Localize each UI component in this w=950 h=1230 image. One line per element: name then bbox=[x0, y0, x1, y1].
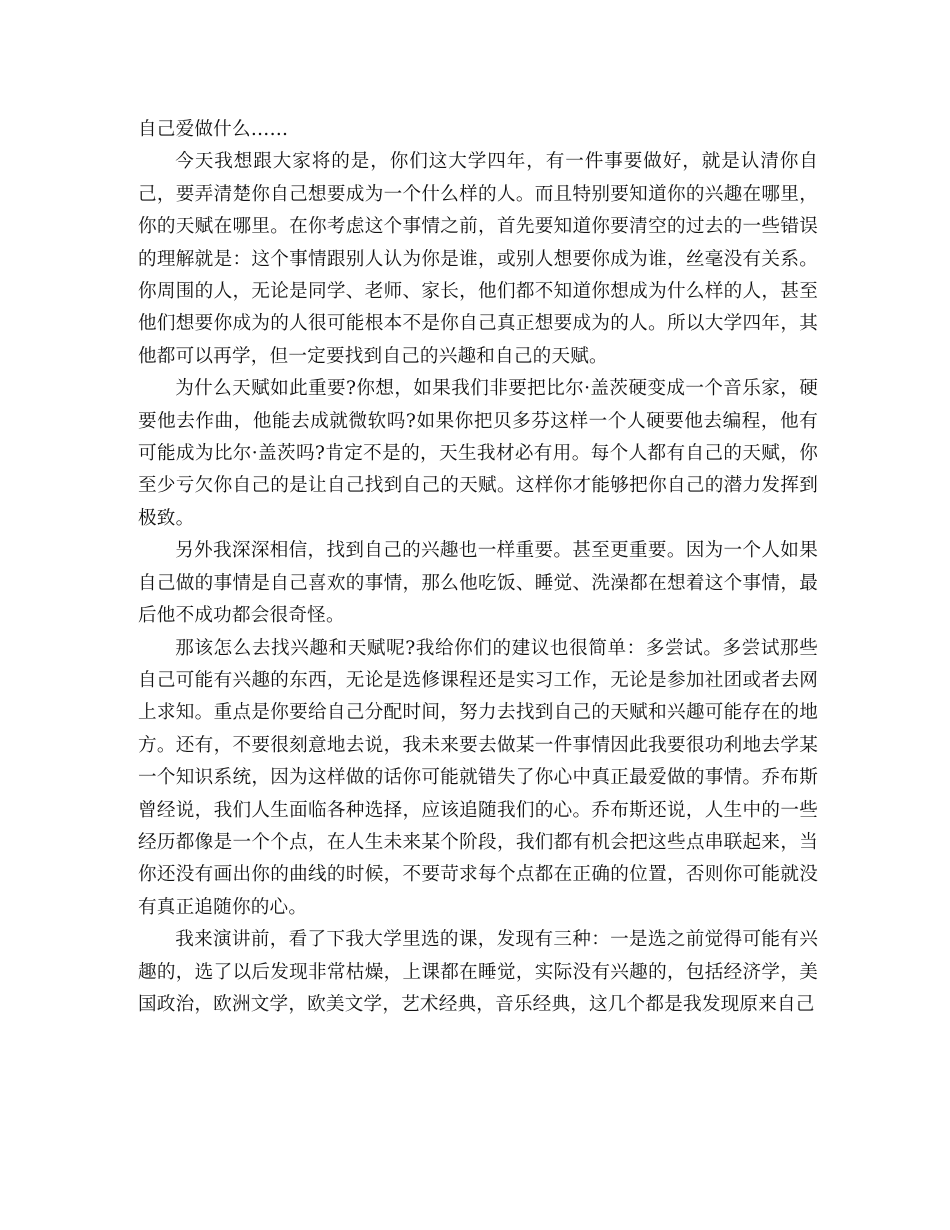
paragraph: 为什么天赋如此重要?你想，如果我们非要把比尔·盖茨硬变成一个音乐家，硬要他去作曲，他能去成就微软吗?如果你把贝多芬这样一个人硬要他去编程，他有可能成为比尔·盖茨吗?肯定不是的，天生我材必有用。每个人都有自己的天赋，你至少亏欠你自己的是让自己找到自己的天赋。这样你才能够把你自己的潜力发挥到极致。 bbox=[138, 378, 818, 529]
paragraph: 我来演讲前，看了下我大学里选的课，发现有三种：一是选之前觉得可能有兴趣的，选了以后发现非常枯燥，上课都在睡觉，实际没有兴趣的，包括经济学，美国政治，欧洲文学，欧美文学，艺术经典，音乐经典，这几个都是我发现原来自己 bbox=[138, 929, 818, 1015]
document-body bbox=[138, 114, 818, 1021]
paragraph: 另外我深深相信，找到自己的兴趣也一样重要。甚至更重要。因为一个人如果自己做的事情是自己喜欢的事情，那么他吃饭、睡觉、洗澡都在想着这个事情，最后他不成功都会很奇怪。 bbox=[138, 540, 818, 627]
paragraph: 今天我想跟大家将的是，你们这大学四年，有一件事要做好，就是认清你自己，要弄清楚你自己想要成为一个什么样的人。而且特别要知道你的兴趣在哪里，你的天赋在哪里。在你考虑这个事情之前，首先要知道你要清空的过去的一些错误的理解就是：这个事情跟别人认为你是谁，或别人想要你成为谁，丝毫没有关系。你周围的人，无论是同学、老师、家长，他们都不知道你想成为什么样的人，甚至他们想要你成为的人很可能根本不是你自己真正想要成为的人。所以大学四年，其他都可以再学，但一定要找到自己的兴趣和自己的天赋。 bbox=[138, 151, 818, 367]
paragraph: 那该怎么去找兴趣和天赋呢?我给你们的建议也很简单：多尝试。多尝试那些自己可能有兴趣的东西，无论是选修课程还是实习工作，无论是参加社团或者去网上求知。重点是你要给自己分配时间，努力去找到自己的天赋和兴趣可能存在的地方。还有，不要很刻意地去说，我未来要去做某一件事情因此我要很功利地去学某一个知识系统，因为这样做的话你可能就错失了你心中真正最爱做的事情。乔布斯曾经说，我们人生面临各种选择，应该追随我们的心。乔布斯还说，人生中的一些经历都像是一个个点，在人生未来某个阶段，我们都有机会把这些点串联起来，当你还没有画出你的曲线的时候，不要苛求每个点都在正确的位置，否则你可能就没有真正追随你的心。 bbox=[138, 637, 818, 918]
paragraph: 自己爱做什么…… bbox=[138, 119, 289, 140]
